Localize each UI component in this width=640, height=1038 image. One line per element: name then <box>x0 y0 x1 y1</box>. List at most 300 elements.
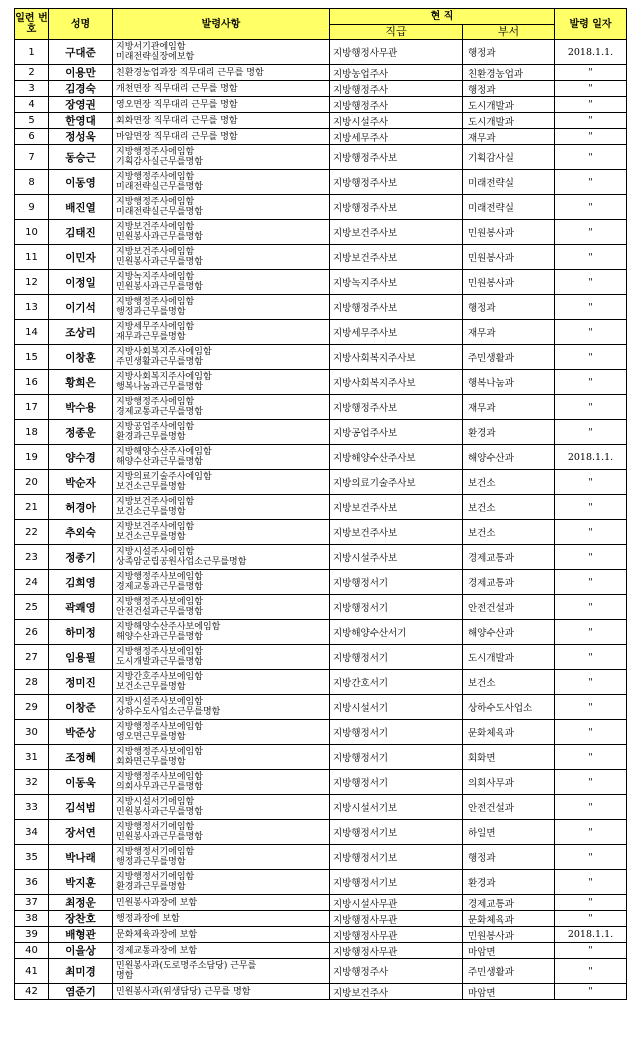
serial-number-cell: 3 <box>15 81 49 97</box>
appointment-date-cell: 2018.1.1. <box>555 40 627 65</box>
appointment-details-cell <box>113 129 330 145</box>
grade-cell: 지방보건주사보 <box>330 495 463 520</box>
appointment-details-line: 지방시설서기에임함 <box>116 797 195 807</box>
grade-cell: 지방시설사무관 <box>330 895 463 911</box>
department-cell: 도시개발과 <box>463 113 555 129</box>
appointment-date-cell: " <box>555 570 627 595</box>
department-cell: 문화체육과 <box>463 720 555 745</box>
serial-number-cell: 38 <box>15 911 49 927</box>
appointment-details-cell <box>113 770 330 795</box>
name-cell: 정종기 <box>49 545 113 570</box>
table-row <box>15 345 627 370</box>
serial-number-cell: 36 <box>15 870 49 895</box>
appointment-details-line: 지방보건주사에임함 <box>116 522 195 532</box>
appointment-details-cell <box>113 395 330 420</box>
name-cell: 배진열 <box>49 195 113 220</box>
appointment-date-cell: " <box>555 270 627 295</box>
table-row <box>15 745 627 770</box>
name-cell: 장영권 <box>49 97 113 113</box>
appointment-date-cell: " <box>555 170 627 195</box>
grade-cell: 지방시설주사보 <box>330 545 463 570</box>
serial-number-cell: 26 <box>15 620 49 645</box>
appointment-date-cell: " <box>555 720 627 745</box>
grade-cell: 지방시설서기 <box>330 695 463 720</box>
serial-number-cell: 32 <box>15 770 49 795</box>
appointment-table-body <box>15 40 627 1000</box>
appointment-details-cell <box>113 984 330 1000</box>
serial-number-cell: 16 <box>15 370 49 395</box>
appointment-details-line: 민원봉사과근무를명함 <box>116 232 203 242</box>
appointment-details-line: 마암면장 직무대리 근무를 명함 <box>116 131 238 142</box>
appointment-date-cell: " <box>555 113 627 129</box>
serial-number-cell: 13 <box>15 295 49 320</box>
table-row <box>15 984 627 1000</box>
appointment-details-line: 민원봉사과장에 보함 <box>116 897 198 908</box>
appointment-details-line: 지방세무주사에임함 <box>116 322 195 332</box>
appointment-date-cell: " <box>555 97 627 113</box>
name-cell: 정미진 <box>49 670 113 695</box>
grade-cell: 지방녹지주사보 <box>330 270 463 295</box>
table-row <box>15 870 627 895</box>
department-cell: 행정과 <box>463 295 555 320</box>
table-row <box>15 595 627 620</box>
department-cell: 친환경농업과 <box>463 65 555 81</box>
department-cell: 기획감사실 <box>463 145 555 170</box>
appointment-date-cell: " <box>555 420 627 445</box>
serial-number-cell: 30 <box>15 720 49 745</box>
name-cell: 이창준 <box>49 695 113 720</box>
name-cell: 황희은 <box>49 370 113 395</box>
appointment-details-cell <box>113 295 330 320</box>
name-cell: 곽쾌영 <box>49 595 113 620</box>
table-row <box>15 943 627 959</box>
name-cell: 하미정 <box>49 620 113 645</box>
table-row <box>15 81 627 97</box>
appointment-details-line: 의회사무과근무를명함 <box>116 782 203 792</box>
name-cell: 조정혜 <box>49 745 113 770</box>
appointment-details-line: 지방의료기술주사에임함 <box>116 472 212 482</box>
serial-number-cell: 24 <box>15 570 49 595</box>
serial-number-cell: 41 <box>15 959 49 984</box>
grade-cell: 지방세무주사보 <box>330 320 463 345</box>
appointment-details-line: 지방녹지주사에임함 <box>116 272 195 282</box>
table-row <box>15 195 627 220</box>
appointment-details-cell <box>113 820 330 845</box>
header-current-position: 현 직 <box>330 9 555 25</box>
grade-cell: 지방행정서기보 <box>330 820 463 845</box>
appointment-details-line: 지방시설주사보에임함 <box>116 697 203 707</box>
appointment-details-cell <box>113 520 330 545</box>
name-cell: 배형관 <box>49 927 113 943</box>
appointment-date-cell: " <box>555 370 627 395</box>
appointment-details-line: 보건소근무를명함 <box>116 532 186 542</box>
table-row <box>15 695 627 720</box>
appointment-details-cell <box>113 81 330 97</box>
grade-cell: 지방행정주사보 <box>330 295 463 320</box>
appointment-details-line: 민원봉사과근무를명함 <box>116 257 203 267</box>
department-cell: 민원봉사과 <box>463 220 555 245</box>
serial-number-cell: 10 <box>15 220 49 245</box>
appointment-details-line: 보건소근무를명함 <box>116 682 186 692</box>
grade-cell: 지방행정사무관 <box>330 927 463 943</box>
appointment-details-line: 지방보건주사에임함 <box>116 497 195 507</box>
appointment-details-line: 지방사회복지주사에임함 <box>116 372 212 382</box>
serial-number-cell: 34 <box>15 820 49 845</box>
appointment-details-line: 회화면장 직무대리 근무를 명함 <box>116 115 238 126</box>
header-grade: 직급 <box>330 24 463 40</box>
appointment-date-cell: " <box>555 470 627 495</box>
appointment-details-line: 재무과근무를명함 <box>116 332 186 342</box>
appointment-date-cell: " <box>555 81 627 97</box>
department-cell: 경제교통과 <box>463 545 555 570</box>
grade-cell: 지방시설서기보 <box>330 795 463 820</box>
name-cell: 박수용 <box>49 395 113 420</box>
grade-cell: 지방행정서기 <box>330 595 463 620</box>
table-row <box>15 320 627 345</box>
appointment-date-cell: " <box>555 795 627 820</box>
appointment-details-line: 상하수도사업소근무를명함 <box>116 707 221 717</box>
appointment-date-cell: " <box>555 520 627 545</box>
appointment-date-cell: " <box>555 911 627 927</box>
table-row <box>15 245 627 270</box>
name-cell: 이용만 <box>49 65 113 81</box>
appointment-details-line: 민원봉사과근무를명함 <box>116 807 203 817</box>
appointment-details-cell <box>113 495 330 520</box>
appointment-details-cell <box>113 695 330 720</box>
appointment-details-cell <box>113 445 330 470</box>
department-cell: 보건소 <box>463 495 555 520</box>
appointment-details-line: 지방보건주사에임함 <box>116 222 195 232</box>
appointment-date-cell: 2018.1.1. <box>555 927 627 943</box>
serial-number-cell: 40 <box>15 943 49 959</box>
grade-cell: 지방공업주사보 <box>330 420 463 445</box>
name-cell: 장서연 <box>49 820 113 845</box>
appointment-details-line: 환경과근무를명함 <box>116 882 186 892</box>
appointment-details-cell <box>113 645 330 670</box>
table-row <box>15 97 627 113</box>
name-cell: 박나래 <box>49 845 113 870</box>
appointment-details-line: 지방시설주사에임함 <box>116 547 195 557</box>
appointment-details-cell <box>113 927 330 943</box>
appointment-details-cell <box>113 40 330 65</box>
appointment-details-line: 안전건설과근무를명함 <box>116 607 203 617</box>
name-cell: 양수경 <box>49 445 113 470</box>
header-department: 부서 <box>463 24 555 40</box>
serial-number-cell: 42 <box>15 984 49 1000</box>
header-name: 성명 <box>49 9 113 40</box>
appointment-details-line: 지방해양수산주사에임함 <box>116 447 212 457</box>
appointment-details-cell <box>113 570 330 595</box>
appointment-details-line: 지방행정주사에임함 <box>116 197 195 207</box>
name-cell: 한영대 <box>49 113 113 129</box>
appointment-details-line: 경제교통과근무를명함 <box>116 407 203 417</box>
table-row <box>15 570 627 595</box>
appointment-date-cell: " <box>555 984 627 1000</box>
grade-cell: 지방보건주사보 <box>330 245 463 270</box>
grade-cell: 지방행정서기보 <box>330 845 463 870</box>
appointment-details-cell <box>113 795 330 820</box>
appointment-details-cell <box>113 97 330 113</box>
appointment-details-line: 보건소근무를명함 <box>116 507 186 517</box>
appointment-details-cell <box>113 145 330 170</box>
appointment-details-cell <box>113 113 330 129</box>
table-row <box>15 470 627 495</box>
serial-number-cell: 12 <box>15 270 49 295</box>
department-cell: 행정과 <box>463 845 555 870</box>
table-row <box>15 720 627 745</box>
grade-cell: 지방행정주사 <box>330 959 463 984</box>
appointment-details-cell <box>113 320 330 345</box>
table-row <box>15 670 627 695</box>
appointment-date-cell: " <box>555 295 627 320</box>
appointment-details-line: 지방보건주사에임함 <box>116 247 195 257</box>
appointment-details-line: 민원봉사과(위생담당) 근무를 명함 <box>116 986 251 997</box>
appointment-date-cell: " <box>555 65 627 81</box>
department-cell: 주민생활과 <box>463 959 555 984</box>
grade-cell: 지방행정사무관 <box>330 911 463 927</box>
grade-cell: 지방의료기술주사보 <box>330 470 463 495</box>
department-cell: 주민생활과 <box>463 345 555 370</box>
appointment-details-line: 지방행정주사보에임함 <box>116 597 203 607</box>
serial-number-cell: 22 <box>15 520 49 545</box>
grade-cell: 지방행정서기보 <box>330 870 463 895</box>
appointment-details-cell <box>113 595 330 620</box>
appointment-details-line: 경제교통과근무를명함 <box>116 582 203 592</box>
department-cell: 경제교통과 <box>463 895 555 911</box>
name-cell: 박지훈 <box>49 870 113 895</box>
appointment-date-cell: " <box>555 943 627 959</box>
serial-number-cell: 35 <box>15 845 49 870</box>
table-row <box>15 770 627 795</box>
table-row <box>15 895 627 911</box>
appointment-details-line: 지방행정주사에임함 <box>116 172 195 182</box>
appointment-details-line: 지방행정주사보에임함 <box>116 722 203 732</box>
appointment-date-cell: " <box>555 129 627 145</box>
serial-number-cell: 2 <box>15 65 49 81</box>
appointment-details-cell <box>113 911 330 927</box>
department-cell: 재무과 <box>463 129 555 145</box>
grade-cell: 지방사회복지주사보 <box>330 345 463 370</box>
appointment-details-cell <box>113 245 330 270</box>
name-cell: 이민자 <box>49 245 113 270</box>
appointment-details-line: 지방해양수산주사보에임함 <box>116 622 221 632</box>
appointment-details-line: 명함 <box>116 971 134 981</box>
appointment-details-line: 지방서기관에임함 <box>116 42 186 52</box>
department-cell: 도시개발과 <box>463 645 555 670</box>
appointment-date-cell: " <box>555 870 627 895</box>
appointment-details-line: 지방행정주사보에임함 <box>116 572 203 582</box>
department-cell: 재무과 <box>463 395 555 420</box>
serial-number-cell: 33 <box>15 795 49 820</box>
appointment-details-line: 기획감사실근무를명함 <box>116 157 203 167</box>
appointment-details-line: 영오면장 직무대리 근무를 명함 <box>116 99 238 110</box>
grade-cell: 지방시설주사 <box>330 113 463 129</box>
serial-number-cell: 1 <box>15 40 49 65</box>
appointment-details-line: 보건소근무를명함 <box>116 482 186 492</box>
appointment-table-container <box>14 8 626 1000</box>
table-row <box>15 395 627 420</box>
appointment-details-line: 영오면근무를명함 <box>116 732 186 742</box>
grade-cell: 지방보건주사보 <box>330 520 463 545</box>
appointment-date-cell: " <box>555 395 627 420</box>
serial-number-cell: 5 <box>15 113 49 129</box>
name-cell: 이동욱 <box>49 770 113 795</box>
appointment-details-cell <box>113 895 330 911</box>
department-cell: 안전건설과 <box>463 595 555 620</box>
appointment-details-line: 상족암군립공원사업소근무를명함 <box>116 557 247 567</box>
appointment-details-line: 미래전략실근무를명함 <box>116 207 203 217</box>
header-appointment-details: 발령사항 <box>113 9 330 40</box>
appointment-details-line: 지방행정주사보에임함 <box>116 747 203 757</box>
department-cell: 미래전략실 <box>463 195 555 220</box>
serial-number-cell: 23 <box>15 545 49 570</box>
grade-cell: 지방행정서기 <box>330 645 463 670</box>
table-row <box>15 795 627 820</box>
appointment-details-line: 행정과근무를명함 <box>116 857 186 867</box>
grade-cell: 지방보건주사 <box>330 984 463 1000</box>
department-cell: 보건소 <box>463 520 555 545</box>
appointment-details-cell <box>113 620 330 645</box>
table-row <box>15 40 627 65</box>
serial-number-cell: 8 <box>15 170 49 195</box>
appointment-details-line: 친환경농업과장 직무대리 근무를 명함 <box>116 67 264 78</box>
appointment-details-cell <box>113 845 330 870</box>
table-row <box>15 113 627 129</box>
appointment-date-cell: 2018.1.1. <box>555 445 627 470</box>
table-row <box>15 845 627 870</box>
appointment-details-line: 지방공업주사에임함 <box>116 422 195 432</box>
appointment-details-cell <box>113 65 330 81</box>
appointment-details-cell <box>113 545 330 570</box>
table-row <box>15 911 627 927</box>
name-cell: 최미경 <box>49 959 113 984</box>
grade-cell: 지방행정주사 <box>330 97 463 113</box>
grade-cell: 지방간호서기 <box>330 670 463 695</box>
table-row <box>15 645 627 670</box>
table-row <box>15 65 627 81</box>
department-cell: 문화체육과 <box>463 911 555 927</box>
appointment-details-line: 지방사회복지주사에임함 <box>116 347 212 357</box>
table-row <box>15 520 627 545</box>
name-cell: 조상리 <box>49 320 113 345</box>
grade-cell: 지방세무주사 <box>330 129 463 145</box>
serial-number-cell: 6 <box>15 129 49 145</box>
grade-cell: 지방행정주사보 <box>330 395 463 420</box>
grade-cell: 지방행정주사보 <box>330 145 463 170</box>
appointment-details-line: 지방행정주사에임함 <box>116 397 195 407</box>
name-cell: 허경아 <box>49 495 113 520</box>
appointment-date-cell: " <box>555 820 627 845</box>
grade-cell: 지방해양수산주사보 <box>330 445 463 470</box>
appointment-date-cell: " <box>555 245 627 270</box>
table-row <box>15 545 627 570</box>
appointment-details-line: 지방행정주사보에임함 <box>116 772 203 782</box>
department-cell: 민원봉사과 <box>463 927 555 943</box>
appointment-details-line: 지방행정서기에임함 <box>116 822 195 832</box>
serial-number-cell: 28 <box>15 670 49 695</box>
serial-number-cell: 7 <box>15 145 49 170</box>
appointment-date-cell: " <box>555 770 627 795</box>
name-cell: 염준기 <box>49 984 113 1000</box>
name-cell: 장찬호 <box>49 911 113 927</box>
appointment-details-line: 지방행정주사에임함 <box>116 147 195 157</box>
appointment-details-line: 민원봉사과(도로명주소담당) 근무를 <box>116 961 257 971</box>
appointment-date-cell: " <box>555 195 627 220</box>
name-cell: 정종운 <box>49 420 113 445</box>
department-cell: 보건소 <box>463 470 555 495</box>
grade-cell: 지방행정주사보 <box>330 195 463 220</box>
department-cell: 보건소 <box>463 670 555 695</box>
appointment-details-line: 민원봉사과근무를명함 <box>116 282 203 292</box>
department-cell: 행정과 <box>463 81 555 97</box>
appointment-date-cell: " <box>555 220 627 245</box>
appointment-date-cell: " <box>555 959 627 984</box>
appointment-details-line: 지방행정주사보에임함 <box>116 647 203 657</box>
table-row <box>15 170 627 195</box>
name-cell: 이창훈 <box>49 345 113 370</box>
department-cell: 마암면 <box>463 943 555 959</box>
table-row <box>15 959 627 984</box>
header-serial-number: 일련 번호 <box>15 9 49 40</box>
appointment-details-cell <box>113 345 330 370</box>
grade-cell: 지방사회복지주사보 <box>330 370 463 395</box>
table-row <box>15 270 627 295</box>
header-appointment-date: 발령 일자 <box>555 9 627 40</box>
serial-number-cell: 14 <box>15 320 49 345</box>
appointment-details-line: 행정과근무를명함 <box>116 307 186 317</box>
appointment-details-cell <box>113 943 330 959</box>
name-cell: 임용필 <box>49 645 113 670</box>
appointment-details-line: 주민생활과근무를명함 <box>116 357 203 367</box>
grade-cell: 지방행정주사보 <box>330 170 463 195</box>
appointment-details-cell <box>113 170 330 195</box>
serial-number-cell: 21 <box>15 495 49 520</box>
department-cell: 해양수산과 <box>463 445 555 470</box>
appointment-details-line: 미래전략실근무를명함 <box>116 182 203 192</box>
department-cell: 해양수산과 <box>463 620 555 645</box>
appointment-date-cell: " <box>555 320 627 345</box>
appointment-details-line: 지방행정서기에임함 <box>116 847 195 857</box>
name-cell: 구대준 <box>49 40 113 65</box>
appointment-details-line: 행정과장에 보함 <box>116 913 180 924</box>
name-cell: 이동영 <box>49 170 113 195</box>
department-cell: 환경과 <box>463 420 555 445</box>
name-cell: 김경숙 <box>49 81 113 97</box>
name-cell: 최정운 <box>49 895 113 911</box>
serial-number-cell: 31 <box>15 745 49 770</box>
appointment-details-cell <box>113 870 330 895</box>
serial-number-cell: 37 <box>15 895 49 911</box>
appointment-date-cell: " <box>555 620 627 645</box>
appointment-details-cell <box>113 720 330 745</box>
serial-number-cell: 11 <box>15 245 49 270</box>
serial-number-cell: 19 <box>15 445 49 470</box>
table-row <box>15 620 627 645</box>
name-cell: 동승근 <box>49 145 113 170</box>
serial-number-cell: 18 <box>15 420 49 445</box>
appointment-details-line: 환경과근무를명함 <box>116 432 186 442</box>
table-row <box>15 145 627 170</box>
grade-cell: 지방행정사무관 <box>330 943 463 959</box>
department-cell: 민원봉사과 <box>463 270 555 295</box>
appointment-details-line: 해양수산과근무를명함 <box>116 632 203 642</box>
department-cell: 경제교통과 <box>463 570 555 595</box>
table-row <box>15 129 627 145</box>
appointment-details-line: 회화면근무를명함 <box>116 757 186 767</box>
appointment-details-cell <box>113 220 330 245</box>
appointment-details-line: 민원봉사과근무를명함 <box>116 832 203 842</box>
grade-cell: 지방행정서기 <box>330 570 463 595</box>
